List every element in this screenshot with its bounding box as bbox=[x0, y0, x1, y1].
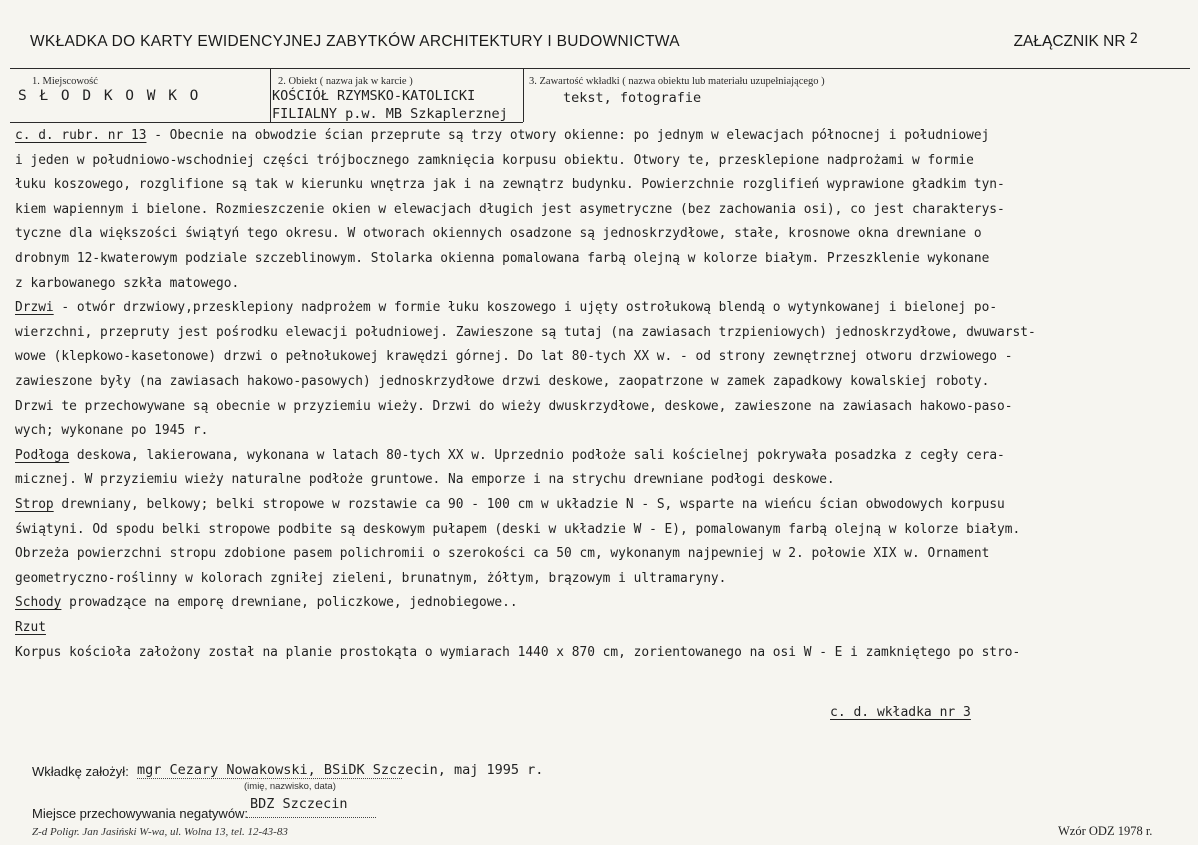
printer-note: Z-d Poligr. Jan Jasiński W-wa, ul. Wolna 13, tel. 12-43-83 bbox=[32, 826, 288, 838]
body-line bbox=[15, 226, 982, 241]
body-line-text: z karbowanego szkła matowego. bbox=[15, 275, 240, 291]
contents-label: 3. Zawartość wkładki ( nazwa obiektu lub materiału uzupełniającego ) bbox=[529, 76, 825, 87]
body-line-text: drewniany, belkowy; belki stropowe w rozstawie ca 90 - 100 cm w układzie N - S, wsparte na wieńcu ścian obwodowych korpusu bbox=[53, 497, 1005, 512]
body-line bbox=[15, 374, 989, 389]
body-line bbox=[15, 202, 1005, 217]
negatives-dotted-line bbox=[246, 817, 376, 818]
body-line bbox=[15, 276, 239, 291]
body-line bbox=[15, 448, 1005, 463]
body-line-text: kiem wapiennym i bielone. Rozmieszczenie okien w elewacjach długich jest asymetryczne (bez zachowania osi), co jest charakterys- bbox=[15, 201, 1005, 217]
body-line-text: wych; wykonane po 1945 r. bbox=[15, 423, 209, 439]
section-heading: Podłoga bbox=[15, 447, 70, 463]
body-line bbox=[15, 595, 518, 610]
header-top-rule bbox=[10, 68, 1190, 69]
body-line bbox=[15, 177, 1005, 192]
contents-value: tekst, fotografie bbox=[563, 90, 702, 106]
form-title: WKŁADKA DO KARTY EWIDENCYJNEJ ZABYTKÓW ARCHITEKTURY I BUDOWNICTWA bbox=[30, 33, 680, 50]
section-heading: Strop bbox=[15, 497, 54, 512]
body-line-text: geometryczno-roślinny w kolorach zgniłej zieleni, brunatnym, żółtym, brązowym i ultramaryny. bbox=[15, 570, 727, 586]
annex-number: 2 bbox=[1129, 31, 1138, 47]
section-heading: c. d. rubr. nr 13 bbox=[15, 128, 147, 143]
locality-label: 1. Miejscowość bbox=[32, 76, 98, 87]
body-line bbox=[15, 620, 46, 635]
field-divider-2 bbox=[523, 68, 524, 122]
annex-label-text: ZAŁĄCZNIK NR bbox=[1013, 33, 1126, 50]
body-line-text: Drzwi te przechowywane są obecnie w przyziemiu wieży. Drzwi do wieży dwuskrzydłowe, deskowe, zawieszone na zawiasach hakowo-paso- bbox=[15, 398, 1013, 414]
continuation-note: c. d. wkładka nr 3 bbox=[830, 705, 971, 720]
body-line-text: łuku koszowego, rozglifione są tak w kierunku wnętrza jak i na zewnątrz budynku. Powierzchnie rozglifień wyprawione gładkim tyn- bbox=[15, 177, 1005, 193]
body-line bbox=[15, 546, 989, 561]
body-line bbox=[15, 645, 1020, 660]
body-line bbox=[15, 497, 1005, 512]
annex-label bbox=[1014, 33, 1138, 51]
body-line-text: Korpus kościoła założony został na planie prostokąta o wymiarach 1440 x 870 cm, zorientowanego na osi W - E i zamkniętego po stro- bbox=[15, 644, 1021, 660]
body-line bbox=[15, 571, 726, 586]
body-line-text: - otwór drzwiowy,przesklepiony nadprożem w formie łuku koszowego i ujęty ostrołukową blendą o wytynkowanej i bielonej po- bbox=[53, 300, 998, 316]
body-line bbox=[15, 472, 835, 487]
author-hint: (imię, nazwisko, data) bbox=[244, 781, 336, 792]
author-dotted-line bbox=[137, 778, 402, 779]
body-line-text: świątyni. Od spodu belki stropowe podbite są deskowym pułapem (deski w układzie W - E), pomalowanym farbą olejną w kolorze białym. bbox=[15, 521, 1021, 537]
locality-value: S Ł O D K O W K O bbox=[18, 88, 201, 104]
body-line bbox=[15, 251, 989, 266]
body-line-text: wierzchni, przepruty jest pośrodku elewacji południowej. Zawieszone są tutaj (na zawiasach trzpieniowych) jednoskrzydłowe, dwuwarst- bbox=[15, 324, 1036, 340]
body-line-text: - Obecnie na obwodzie ścian przeprute są trzy otwory okienne: po jednym w elewacjach północnej i południowej bbox=[146, 128, 990, 143]
section-heading: Rzut bbox=[15, 620, 46, 635]
body-line bbox=[15, 128, 989, 143]
body-line-text: i jeden w południowo-wschodniej części trójbocznego zamknięcia korpusu obiektu. Otwory te, przesklepione nadprożami w formie bbox=[15, 152, 974, 168]
body-line bbox=[15, 399, 1013, 414]
body-line bbox=[15, 349, 1013, 364]
body-line-text: drobnym 12-kwaterowym podziale szczeblinowym. Stolarka okienna pomalowana farbą olejną w kolorze białym. Przeszklenie wykonane bbox=[15, 251, 990, 266]
form-version: Wzór ODZ 1978 r. bbox=[1058, 824, 1153, 838]
author-value: mgr Cezary Nowakowski, BSiDK Szczecin, maj 1995 r. bbox=[137, 762, 544, 778]
body-line bbox=[15, 153, 974, 168]
body-line-text: deskowa, lakierowana, wykonana w latach 80-tych XX w. Uprzednio podłoże sali kościelnej pokrywała posadzka z cegły cera- bbox=[69, 447, 1005, 463]
body-line-text: wowe (klepkowo-kasetonowe) drzwi o pełnołukowej krawędzi górnej. Do lat 80-tych XX w. - od strony zewnętrznej otworu drzwiowego - bbox=[15, 349, 1013, 365]
body-line-text: zawieszone były (na zawiasach hakowo-pasowych) jednoskrzydłowe drzwi deskowe, zaopatrzone w zamek zapadkowy kowalskiej roboty. bbox=[15, 374, 990, 389]
body-line bbox=[15, 325, 1036, 340]
fields-bottom-rule bbox=[10, 122, 523, 123]
body-line bbox=[15, 300, 997, 315]
author-label: Wkładkę założył: bbox=[32, 764, 129, 779]
object-value-line1: KOŚCIÓŁ RZYMSKO-KATOLICKI bbox=[272, 88, 476, 104]
object-value-line2: FILIALNY p.w. MB Szkaplerznej bbox=[272, 106, 508, 122]
negatives-value: BDZ Szczecin bbox=[250, 796, 348, 812]
body-line-text: prowadzące na emporę drewniane, policzkowe, jednobiegowe.. bbox=[61, 595, 518, 611]
body-line bbox=[15, 423, 208, 438]
section-heading: Drzwi bbox=[15, 300, 54, 316]
body-line-text: tyczne dla większości świątyń tego okresu. W otworach okiennych osadzone są jednoskrzydłowe, stałe, krosnowe okna drewniane o bbox=[15, 226, 982, 242]
section-heading: Schody bbox=[15, 595, 62, 611]
body-line-text: micznej. W przyziemiu wieży naturalne podłoże gruntowe. Na emporze i na strychu drewniane podłogi deskowe. bbox=[15, 472, 835, 488]
field-divider-1 bbox=[270, 68, 271, 122]
object-label: 2. Obiekt ( nazwa jak w karcie ) bbox=[278, 76, 413, 87]
negatives-label: Miejsce przechowywania negatywów: bbox=[32, 806, 249, 821]
body-line-text: Obrzeża powierzchni stropu zdobione pasem polichromii o szerokości ca 50 cm, wykonanym najpewniej w 2. połowie XIX w. Ornament bbox=[15, 546, 990, 562]
body-line bbox=[15, 522, 1020, 537]
